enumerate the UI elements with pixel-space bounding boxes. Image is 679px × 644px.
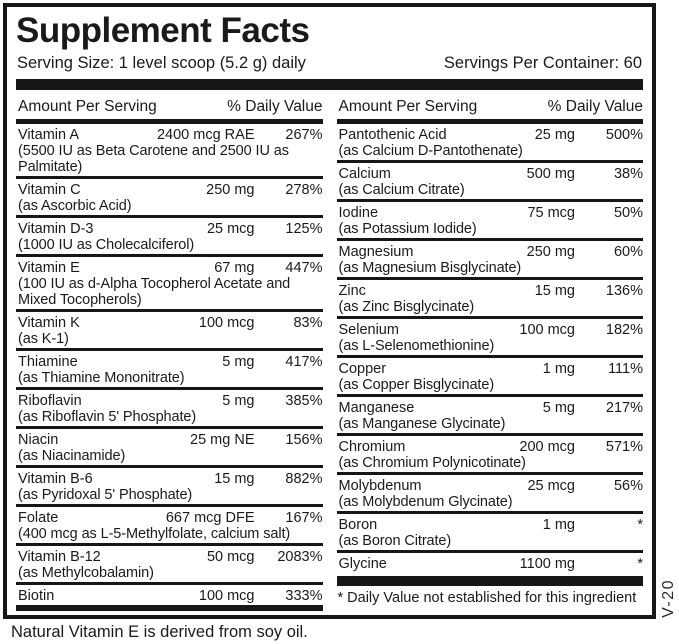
nutrient-row bbox=[16, 351, 323, 390]
nutrient-source: (as Potassium Iodide) bbox=[338, 220, 477, 237]
nutrient-name: Magnesium bbox=[338, 243, 414, 260]
nutrient-name: Vitamin K bbox=[18, 314, 80, 331]
nutrient-amount: 50 mcg bbox=[206, 548, 255, 565]
nutrient-amount: 1100 mg bbox=[519, 555, 575, 572]
nutrient-amount: 100 mcg bbox=[198, 587, 255, 604]
nutrient-amount: 250 mg bbox=[526, 243, 575, 260]
nutrient-row-main bbox=[339, 244, 644, 260]
nutrient-row-main bbox=[18, 127, 323, 143]
nutrient-daily-value: 50% bbox=[613, 204, 643, 221]
nutrient-name: Iodine bbox=[338, 204, 379, 221]
nutrient-row-main bbox=[339, 556, 644, 572]
nutrient-amount: 15 mg bbox=[534, 282, 575, 299]
amount-per-serving-header: Amount Per Serving bbox=[338, 98, 478, 115]
nutrient-row bbox=[337, 436, 644, 475]
nutrient-name: Glycine bbox=[338, 555, 387, 572]
nutrient-name: Thiamine bbox=[18, 353, 78, 370]
nutrient-row-main bbox=[18, 393, 323, 409]
nutrient-amount: 25 mg NE bbox=[190, 431, 255, 448]
nutrient-row-main bbox=[339, 283, 644, 299]
nutrient-daily-value: 571% bbox=[605, 438, 643, 455]
nutrient-amount: 1 mg bbox=[542, 360, 575, 377]
nutrient-daily-value: 136% bbox=[605, 282, 643, 299]
nutrient-amount: 5 mg bbox=[542, 399, 575, 416]
nutrient-amount: 5 mg bbox=[222, 353, 255, 370]
nutrient-amount: 25 mg bbox=[534, 126, 575, 143]
nutrient-amount: 100 mcg bbox=[198, 314, 255, 331]
nutrient-row bbox=[16, 390, 323, 429]
nutrient-source: (as Calcium Citrate) bbox=[338, 181, 465, 198]
nutrient-row-main bbox=[339, 322, 644, 338]
nutrient-daily-value: 38% bbox=[613, 165, 643, 182]
nutrient-amount: 667 mcg DFE bbox=[165, 509, 255, 526]
nutrient-daily-value: 333% bbox=[285, 587, 323, 604]
daily-value-header: % Daily Value bbox=[547, 98, 643, 115]
nutrient-row bbox=[337, 553, 644, 576]
nutrient-daily-value: 417% bbox=[285, 353, 323, 370]
nutrient-amount: 67 mg bbox=[214, 259, 255, 276]
nutrient-source: (as Riboflavin 5' Phosphate) bbox=[18, 408, 197, 425]
nutrient-row-main bbox=[339, 400, 644, 416]
nutrient-daily-value: 60% bbox=[613, 243, 643, 260]
nutrient-amount: 1 mg bbox=[542, 516, 575, 533]
nutrient-row bbox=[16, 468, 323, 507]
nutrient-source: (as Methylcobalamin) bbox=[18, 564, 154, 581]
nutrient-daily-value: 278% bbox=[285, 181, 323, 198]
nutrient-daily-value: 500% bbox=[605, 126, 643, 143]
nutrient-daily-value: 267% bbox=[285, 126, 323, 143]
nutrient-amount: 25 mcg bbox=[527, 477, 575, 494]
nutrient-name: Vitamin E bbox=[18, 259, 80, 276]
nutrient-name: Riboflavin bbox=[18, 392, 82, 409]
nutrient-row-main bbox=[339, 439, 644, 455]
nutrient-name: Vitamin B-12 bbox=[18, 548, 101, 565]
nutrient-daily-value: 385% bbox=[285, 392, 323, 409]
nutrient-row-main bbox=[339, 127, 644, 143]
nutrient-row-main bbox=[339, 166, 644, 182]
nutrient-source: (5500 IU as Beta Carotene and 2500 IU as Palmitate) bbox=[18, 142, 289, 175]
label-version-code: V-20 bbox=[660, 579, 677, 618]
right-column bbox=[337, 93, 644, 611]
nutrient-row bbox=[337, 241, 644, 280]
nutrient-source: (100 IU as d-Alpha Tocopherol Acetate and Mixed Tocopherols) bbox=[18, 275, 291, 308]
nutrient-name: Zinc bbox=[338, 282, 366, 299]
nutrient-source: (1000 IU as Cholecalciferol) bbox=[18, 236, 195, 253]
nutrient-row-main bbox=[18, 549, 323, 565]
nutrient-daily-value: 447% bbox=[285, 259, 323, 276]
nutrient-amount: 200 mcg bbox=[519, 438, 575, 455]
nutrient-row bbox=[337, 163, 644, 202]
daily-value-footnote: * Daily Value not established for this ingredient bbox=[337, 589, 637, 606]
nutrient-row bbox=[16, 124, 323, 179]
right-column-header bbox=[337, 93, 644, 124]
nutrient-amount: 75 mcg bbox=[527, 204, 575, 221]
nutrient-daily-value: 882% bbox=[285, 470, 323, 487]
nutrient-source: (as K-1) bbox=[18, 330, 69, 347]
nutrient-name: Folate bbox=[18, 509, 59, 526]
nutrient-name: Vitamin B-6 bbox=[18, 470, 93, 487]
serving-info-row bbox=[16, 52, 643, 79]
nutrient-row bbox=[16, 257, 323, 312]
nutrient-row-main bbox=[18, 510, 323, 526]
nutrient-daily-value: 125% bbox=[285, 220, 323, 237]
nutrient-source: (400 mcg as L-5-Methylfolate, calcium salt) bbox=[18, 525, 291, 542]
nutrient-daily-value: 167% bbox=[285, 509, 323, 526]
nutrient-row bbox=[337, 397, 644, 436]
nutrient-daily-value: 83% bbox=[293, 314, 323, 331]
header-divider-bar bbox=[16, 79, 643, 90]
nutrient-daily-value: * bbox=[637, 516, 643, 533]
nutrient-source: (as Zinc Bisglycinate) bbox=[338, 298, 475, 315]
nutrient-row-main bbox=[18, 221, 323, 237]
nutrient-name: Selenium bbox=[338, 321, 399, 338]
nutrient-name: Niacin bbox=[18, 431, 59, 448]
nutrient-row-main bbox=[18, 315, 323, 331]
nutrient-row-main bbox=[339, 478, 644, 494]
nutrient-source: (as Boron Citrate) bbox=[338, 532, 452, 549]
nutrient-row bbox=[16, 312, 323, 351]
nutrient-row-main bbox=[339, 205, 644, 221]
nutrient-name: Manganese bbox=[338, 399, 415, 416]
nutrient-name: Calcium bbox=[338, 165, 391, 182]
nutrient-name: Chromium bbox=[338, 438, 406, 455]
nutrient-row-main bbox=[18, 432, 323, 448]
nutrient-name: Copper bbox=[338, 360, 387, 377]
nutrient-source: (as Copper Bisglycinate) bbox=[338, 376, 495, 393]
label-border-box bbox=[3, 3, 656, 619]
nutrient-amount: 25 mcg bbox=[206, 220, 255, 237]
nutrient-source: (as Thiamine Mononitrate) bbox=[18, 369, 185, 386]
nutrient-row-main bbox=[18, 260, 323, 276]
nutrient-daily-value: 2083% bbox=[277, 548, 323, 565]
nutrient-row bbox=[337, 280, 644, 319]
amount-per-serving-header: Amount Per Serving bbox=[18, 98, 157, 115]
nutrient-row bbox=[337, 124, 644, 163]
nutrient-row-main bbox=[339, 517, 644, 533]
nutrient-row bbox=[337, 514, 644, 553]
nutrient-row bbox=[337, 358, 644, 397]
left-column-header bbox=[16, 93, 323, 124]
nutrient-daily-value: 182% bbox=[605, 321, 643, 338]
footnote-divider-bar bbox=[337, 576, 644, 586]
nutrient-name: Vitamin C bbox=[18, 181, 81, 198]
nutrient-daily-value: 217% bbox=[605, 399, 643, 416]
nutrient-name: Molybdenum bbox=[338, 477, 422, 494]
nutrient-source: (as Molybdenum Glycinate) bbox=[338, 493, 513, 510]
nutrient-name: Boron bbox=[338, 516, 378, 533]
nutrient-daily-value: 56% bbox=[613, 477, 643, 494]
left-column bbox=[16, 93, 323, 611]
daily-value-header: % Daily Value bbox=[227, 98, 323, 115]
nutrient-source: (as Chromium Polynicotinate) bbox=[338, 454, 526, 471]
nutrient-row bbox=[337, 202, 644, 241]
nutrient-source: (as Manganese Glycinate) bbox=[338, 415, 506, 432]
nutrient-name: Vitamin A bbox=[18, 126, 79, 143]
nutrient-name: Pantothenic Acid bbox=[338, 126, 447, 143]
nutrient-row bbox=[16, 179, 323, 218]
nutrient-amount: 500 mg bbox=[526, 165, 575, 182]
nutrient-source: (as L-Selenomethionine) bbox=[338, 337, 495, 354]
nutrient-name: Biotin bbox=[18, 587, 55, 604]
nutrient-row-main bbox=[18, 354, 323, 370]
nutrient-name: Vitamin D-3 bbox=[18, 220, 94, 237]
nutrient-daily-value: 111% bbox=[608, 360, 643, 377]
servings-per-container-text: Servings Per Container: 60 bbox=[443, 54, 642, 72]
nutrient-amount: 2400 mcg RAE bbox=[156, 126, 255, 143]
nutrient-row bbox=[16, 218, 323, 257]
nutrient-row bbox=[337, 475, 644, 514]
nutrient-row-main bbox=[18, 182, 323, 198]
nutrient-columns bbox=[16, 93, 643, 611]
nutrient-source: (as Magnesium Bisglycinate) bbox=[338, 259, 522, 276]
nutrient-row-main bbox=[339, 361, 644, 377]
nutrient-daily-value: * bbox=[637, 555, 643, 572]
nutrient-row-main bbox=[18, 471, 323, 487]
nutrient-amount: 5 mg bbox=[222, 392, 255, 409]
nutrient-amount: 15 mg bbox=[214, 470, 255, 487]
vitamin-e-source-note: Natural Vitamin E is derived from soy oil. bbox=[11, 623, 308, 641]
nutrient-row bbox=[16, 585, 323, 611]
nutrient-row bbox=[16, 429, 323, 468]
nutrient-row bbox=[16, 507, 323, 546]
label-title: Supplement Facts bbox=[16, 11, 310, 50]
nutrient-amount: 250 mg bbox=[206, 181, 255, 198]
nutrient-row bbox=[16, 546, 323, 585]
nutrient-source: (as Pyridoxal 5' Phosphate) bbox=[18, 486, 193, 503]
nutrient-daily-value: 156% bbox=[285, 431, 323, 448]
left-rows bbox=[16, 124, 323, 611]
nutrient-row bbox=[337, 319, 644, 358]
nutrient-source: (as Niacinamide) bbox=[18, 447, 126, 464]
nutrient-amount: 100 mcg bbox=[519, 321, 575, 338]
serving-size-text: Serving Size: 1 level scoop (5.2 g) daily bbox=[17, 54, 306, 72]
nutrient-source: (as Ascorbic Acid) bbox=[18, 197, 132, 214]
right-rows bbox=[337, 124, 644, 576]
nutrient-row-main bbox=[18, 588, 323, 604]
nutrient-source: (as Calcium D-Pantothenate) bbox=[338, 142, 523, 159]
